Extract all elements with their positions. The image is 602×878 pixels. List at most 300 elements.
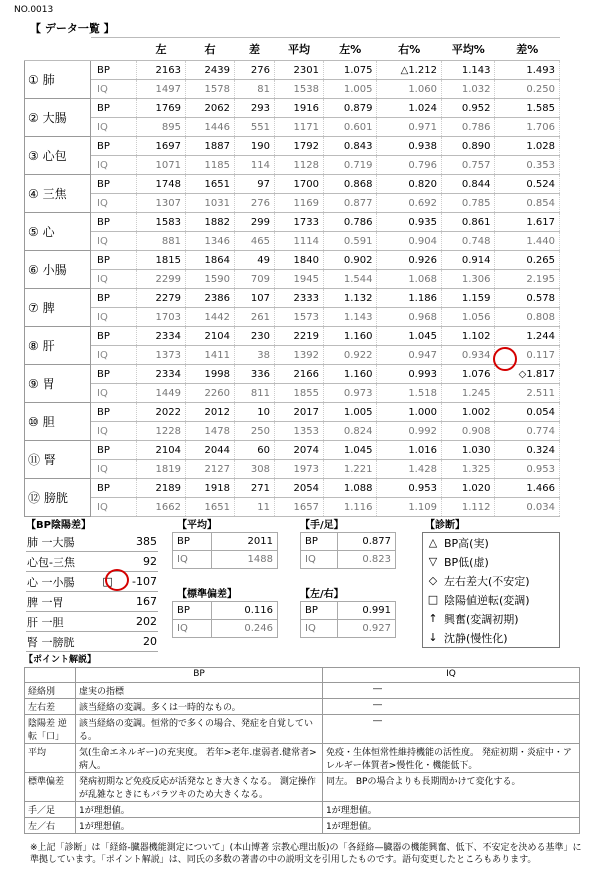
iq-cell: 1657 <box>274 498 323 517</box>
table-row-iq <box>25 270 560 289</box>
iq-cell: 11 <box>235 498 275 517</box>
bp-cell: 1.159 <box>441 289 495 308</box>
bp-cell: 299 <box>235 213 275 232</box>
bp-cell: 2439 <box>186 61 235 80</box>
bp-cell: 1.493 <box>495 61 560 80</box>
bp-cell: 97 <box>235 175 275 194</box>
iq-cell: 1228 <box>137 422 186 441</box>
iq-cell: 1578 <box>186 80 235 99</box>
bp-cell: 2054 <box>274 479 323 498</box>
header-avg-pct: 平均% <box>441 38 495 61</box>
left-right-bp-value: 0.991 <box>338 602 396 620</box>
points-row <box>25 818 580 834</box>
bp-cell: 0.861 <box>441 213 495 232</box>
row-type-bp: BP <box>91 441 137 460</box>
bp-cell: 0.952 <box>441 99 495 118</box>
table-row-bp <box>25 441 560 460</box>
points-iq: 1が理想値。 <box>323 818 580 834</box>
iq-cell: 0.992 <box>377 422 441 441</box>
bp-cell: 2333 <box>274 289 323 308</box>
organ-label: ⑤ 心 <box>25 213 91 251</box>
section-title: 【 データ一覧 】 <box>30 22 115 35</box>
hand-foot-iq-value: 0.823 <box>338 551 396 569</box>
bp-yinyang-value: 92 <box>117 552 158 572</box>
iq-cell: 81 <box>235 80 275 99</box>
diagnosis-row <box>423 533 560 553</box>
table-header-row <box>25 38 560 61</box>
row-type-iq: IQ <box>91 422 137 441</box>
bp-cell: 0.914 <box>441 251 495 270</box>
row-type-bp: BP <box>91 61 137 80</box>
average-title: 【平均】 <box>177 520 217 531</box>
points-header-iq: IQ <box>323 668 580 683</box>
stddev-iq-value: 0.246 <box>212 620 278 638</box>
diagnosis-symbol: ◇ <box>428 574 438 587</box>
iq-cell: 1651 <box>186 498 235 517</box>
row-type-bp: BP <box>91 289 137 308</box>
bp-yinyang-row <box>26 532 158 552</box>
average-iq-label: IQ <box>173 551 212 569</box>
bp-cell: 1864 <box>186 251 235 270</box>
header-avg: 平均 <box>274 38 323 61</box>
iq-cell: 1185 <box>186 156 235 175</box>
bp-yinyang-table <box>26 532 158 652</box>
diagnosis-text: 左右差大(不安定) <box>444 574 530 588</box>
bp-cell: 1.030 <box>441 441 495 460</box>
row-type-iq: IQ <box>91 460 137 479</box>
row-type-iq: IQ <box>91 308 137 327</box>
row-type-bp: BP <box>91 403 137 422</box>
diagnosis-symbol: ↑ <box>428 612 438 625</box>
bp-cell: 0.578 <box>495 289 560 308</box>
organ-label: ⑧ 肝 <box>25 327 91 365</box>
iq-cell: 1114 <box>274 232 323 251</box>
bp-yinyang-value: 385 <box>117 532 158 552</box>
points-iq: ― <box>323 683 580 699</box>
hand-foot-bp-value: 0.877 <box>338 533 396 551</box>
points-label: 左右差 <box>25 699 76 715</box>
bp-yinyang-mark <box>101 592 117 612</box>
iq-cell: 1.518 <box>377 384 441 403</box>
points-label: 経絡別 <box>25 683 76 699</box>
points-iq: 免疫・生体恒常性維持機能の活性度。 発症初期・炎症中・アレルギー体質者>慢性化・機能低下。 <box>323 744 580 773</box>
bp-yinyang-value: 20 <box>117 632 158 652</box>
iq-cell: 1703 <box>137 308 186 327</box>
table-row-iq <box>25 346 560 365</box>
points-row <box>25 744 580 773</box>
points-bp: 該当経絡の変調。多くは一時的なもの。 <box>76 699 323 715</box>
bp-cell: 1.132 <box>323 289 377 308</box>
bp-cell: 1583 <box>137 213 186 232</box>
bp-cell: 2044 <box>186 441 235 460</box>
iq-cell: 1.109 <box>377 498 441 517</box>
bp-cell: 1.005 <box>323 403 377 422</box>
iq-cell: 1590 <box>186 270 235 289</box>
diagnosis-row <box>423 590 560 609</box>
iq-cell: 1.221 <box>323 460 377 479</box>
bp-cell: 1.186 <box>377 289 441 308</box>
header-blank-type <box>91 38 137 61</box>
row-type-bp: BP <box>91 251 137 270</box>
bp-yinyang-title: 【BP陰陽差】 <box>26 520 91 531</box>
data-table <box>24 37 560 517</box>
iq-cell: 895 <box>137 118 186 137</box>
iq-cell: 0.971 <box>377 118 441 137</box>
iq-cell: 1411 <box>186 346 235 365</box>
bp-cell: 1697 <box>137 137 186 156</box>
table-row-iq <box>25 80 560 99</box>
row-type-iq: IQ <box>91 80 137 99</box>
iq-cell: 1.325 <box>441 460 495 479</box>
bp-cell: 1840 <box>274 251 323 270</box>
iq-cell: 1478 <box>186 422 235 441</box>
diagnosis-symbol: □ <box>427 593 439 606</box>
row-type-bp: BP <box>91 175 137 194</box>
stddev-iq-label: IQ <box>173 620 212 638</box>
organ-label: ⑨ 胃 <box>25 365 91 403</box>
iq-cell: 1.440 <box>495 232 560 251</box>
iq-cell: 0.796 <box>377 156 441 175</box>
iq-cell: 1.706 <box>495 118 560 137</box>
iq-cell: 1.112 <box>441 498 495 517</box>
table-row-bp <box>25 479 560 498</box>
diagnosis-row <box>423 571 560 590</box>
bp-cell: 2022 <box>137 403 186 422</box>
row-type-bp: BP <box>91 327 137 346</box>
iq-cell: 1497 <box>137 80 186 99</box>
bp-cell: 0.890 <box>441 137 495 156</box>
bp-yinyang-row <box>26 612 158 632</box>
points-iq: 1が理想値。 <box>323 802 580 818</box>
table-row-iq <box>25 308 560 327</box>
diagnosis-text: 沈静(慢性化) <box>444 631 508 645</box>
iq-cell: 1.005 <box>323 80 377 99</box>
row-type-bp: BP <box>91 99 137 118</box>
points-row <box>25 715 580 744</box>
iq-cell: 881 <box>137 232 186 251</box>
bp-cell: 0.953 <box>377 479 441 498</box>
diagnosis-legend <box>422 532 560 648</box>
points-bp: 発病初期など免疫反応が活発なとき大きくなる。 測定操作が乱雑なときにもバラツキのため大きくなる。 <box>76 773 323 802</box>
iq-cell: 1446 <box>186 118 235 137</box>
iq-cell: 0.808 <box>495 308 560 327</box>
iq-cell: 1945 <box>274 270 323 289</box>
iq-cell: 0.785 <box>441 194 495 213</box>
iq-cell: 0.692 <box>377 194 441 213</box>
iq-cell: 0.591 <box>323 232 377 251</box>
iq-cell: 1346 <box>186 232 235 251</box>
bp-cell: 271 <box>235 479 275 498</box>
bp-cell: 293 <box>235 99 275 118</box>
average-box <box>172 532 278 569</box>
bp-cell: 190 <box>235 137 275 156</box>
bp-yinyang-row <box>26 572 158 592</box>
bp-cell: 2104 <box>186 327 235 346</box>
left-right-bp-label: BP <box>301 602 338 620</box>
table-row-iq <box>25 498 560 517</box>
bp-cell: 0.938 <box>377 137 441 156</box>
row-type-iq: IQ <box>91 498 137 517</box>
bp-cell: 0.879 <box>323 99 377 118</box>
diagnosis-symbol: ↓ <box>428 631 438 644</box>
bp-cell: 2163 <box>137 61 186 80</box>
iq-cell: 1071 <box>137 156 186 175</box>
table-row-bp <box>25 137 560 156</box>
points-bp: 1が理想値。 <box>76 802 323 818</box>
bp-cell: 1.020 <box>441 479 495 498</box>
diagnosis-row <box>423 552 560 571</box>
iq-cell: 0.250 <box>495 80 560 99</box>
bp-cell: 1.466 <box>495 479 560 498</box>
row-type-iq: IQ <box>91 270 137 289</box>
row-type-iq: IQ <box>91 232 137 251</box>
header-right: 右 <box>186 38 235 61</box>
iq-cell: 114 <box>235 156 275 175</box>
bp-cell: 0.993 <box>377 365 441 384</box>
bp-cell: 0.926 <box>377 251 441 270</box>
bp-cell: 2334 <box>137 365 186 384</box>
points-label: 平均 <box>25 744 76 773</box>
iq-cell: 2.511 <box>495 384 560 403</box>
iq-cell: 1449 <box>137 384 186 403</box>
table-row-bp <box>25 403 560 422</box>
row-type-bp: BP <box>91 479 137 498</box>
left-right-title: 【左/右】 <box>300 589 344 600</box>
iq-cell: 1.544 <box>323 270 377 289</box>
iq-cell: 1353 <box>274 422 323 441</box>
table-row-iq <box>25 460 560 479</box>
bp-cell: 2062 <box>186 99 235 118</box>
left-right-box <box>300 601 396 638</box>
diagnosis-text: BP低(虚) <box>444 555 489 569</box>
iq-cell: 1662 <box>137 498 186 517</box>
bp-cell: 0.524 <box>495 175 560 194</box>
bp-yinyang-label: 心 一小腸 <box>26 572 101 592</box>
bp-cell: 2219 <box>274 327 323 346</box>
bp-cell: 1733 <box>274 213 323 232</box>
iq-cell: 1.143 <box>323 308 377 327</box>
iq-cell: 1373 <box>137 346 186 365</box>
bp-cell: 336 <box>235 365 275 384</box>
bp-yinyang-value: 167 <box>117 592 158 612</box>
header-left-pct: 左% <box>323 38 377 61</box>
bp-cell: 1792 <box>274 137 323 156</box>
iq-cell: 1.116 <box>323 498 377 517</box>
header-right-pct: 右% <box>377 38 441 61</box>
bp-yinyang-label: 肝 一胆 <box>26 612 101 632</box>
bp-cell: 2301 <box>274 61 323 80</box>
iq-cell: 1.068 <box>377 270 441 289</box>
highlight-circle-stomach <box>493 347 517 371</box>
hand-foot-title: 【手/足】 <box>300 520 344 531</box>
bp-yinyang-value: -107 <box>117 572 158 592</box>
table-row-bp <box>25 251 560 270</box>
iq-cell: 811 <box>235 384 275 403</box>
table-row-iq <box>25 422 560 441</box>
table-row-bp <box>25 175 560 194</box>
organ-label: ④ 三焦 <box>25 175 91 213</box>
row-type-iq: IQ <box>91 384 137 403</box>
document-number: NO.0013 <box>14 5 54 15</box>
diagnosis-row <box>423 628 560 648</box>
row-type-bp: BP <box>91 365 137 384</box>
bp-cell: 1.102 <box>441 327 495 346</box>
iq-cell: 0.908 <box>441 422 495 441</box>
bp-cell: 2334 <box>137 327 186 346</box>
iq-cell: 276 <box>235 194 275 213</box>
bp-cell: 2074 <box>274 441 323 460</box>
diagnosis-symbol: ▽ <box>428 555 438 568</box>
hand-foot-iq-label: IQ <box>301 551 338 569</box>
organ-label: ① 肺 <box>25 61 91 99</box>
iq-cell: 1171 <box>274 118 323 137</box>
bp-cell: 1.076 <box>441 365 495 384</box>
bp-cell: 1.024 <box>377 99 441 118</box>
iq-cell: 1.245 <box>441 384 495 403</box>
organ-label: ⑫ 膀胱 <box>25 479 91 517</box>
diagnosis-title: 【診断】 <box>425 520 465 531</box>
iq-cell: 1128 <box>274 156 323 175</box>
iq-cell: 0.601 <box>323 118 377 137</box>
bp-cell: 2166 <box>274 365 323 384</box>
bp-cell: 1.028 <box>495 137 560 156</box>
highlight-circle-heart <box>105 569 129 591</box>
bp-cell: 0.265 <box>495 251 560 270</box>
points-row <box>25 773 580 802</box>
bp-cell: 0.054 <box>495 403 560 422</box>
iq-cell: 465 <box>235 232 275 251</box>
organ-label: ③ 心包 <box>25 137 91 175</box>
bp-yinyang-row <box>26 632 158 652</box>
iq-cell: 0.774 <box>495 422 560 441</box>
iq-cell: 0.353 <box>495 156 560 175</box>
iq-cell: 1819 <box>137 460 186 479</box>
points-iq: ― <box>323 715 580 744</box>
iq-cell: 551 <box>235 118 275 137</box>
organ-label: ⑥ 小腸 <box>25 251 91 289</box>
iq-cell: 1.060 <box>377 80 441 99</box>
iq-cell: 709 <box>235 270 275 289</box>
table-row-bp <box>25 99 560 118</box>
iq-cell: 0.786 <box>441 118 495 137</box>
diagnosis-symbol: △ <box>428 536 438 549</box>
table-row-bp <box>25 365 560 384</box>
row-type-iq: IQ <box>91 346 137 365</box>
row-type-iq: IQ <box>91 156 137 175</box>
iq-cell: 1442 <box>186 308 235 327</box>
bp-cell: 276 <box>235 61 275 80</box>
header-diff: 差 <box>235 38 275 61</box>
table-row-iq <box>25 384 560 403</box>
stddev-bp-label: BP <box>173 602 212 620</box>
bp-cell: 1.045 <box>377 327 441 346</box>
bp-cell: 1918 <box>186 479 235 498</box>
iq-cell: 1973 <box>274 460 323 479</box>
footnote: ※上記「診断」は「経絡-臓器機能測定について」(本山博著 宗教心理出版)の「各経絡—臓器の機能興奮、低下、不安定を決める基準」に準拠しています。「ポイント解説」は、同氏の多数の著書の中の説明文を引用したものです。語句変更したところもあります。 <box>30 843 582 865</box>
bp-cell: 1.075 <box>323 61 377 80</box>
bp-cell: 1.016 <box>377 441 441 460</box>
organ-label: ⑩ 胆 <box>25 403 91 441</box>
diagnosis-text: 陰陽値逆転(変調) <box>444 593 530 607</box>
iq-cell: 308 <box>235 460 275 479</box>
iq-cell: 2260 <box>186 384 235 403</box>
iq-cell: 0.854 <box>495 194 560 213</box>
iq-cell: 2299 <box>137 270 186 289</box>
points-header-bp: BP <box>76 668 323 683</box>
bp-yinyang-mark <box>101 612 117 632</box>
bp-cell: 1.000 <box>377 403 441 422</box>
row-type-iq: IQ <box>91 118 137 137</box>
table-row-bp <box>25 213 560 232</box>
iq-cell: 1169 <box>274 194 323 213</box>
iq-cell: 0.968 <box>377 308 441 327</box>
bp-yinyang-value: 202 <box>117 612 158 632</box>
diagnosis-row <box>423 609 560 628</box>
row-type-bp: BP <box>91 213 137 232</box>
iq-cell: 0.034 <box>495 498 560 517</box>
points-label: 手／足 <box>25 802 76 818</box>
hand-foot-box <box>300 532 396 569</box>
bp-cell: 107 <box>235 289 275 308</box>
bp-cell: 1.160 <box>323 365 377 384</box>
points-row <box>25 699 580 715</box>
bp-cell: ◇1.817 <box>495 365 560 384</box>
table-row-iq <box>25 194 560 213</box>
bp-cell: 2104 <box>137 441 186 460</box>
diagnosis-text: BP高(実) <box>444 536 489 550</box>
table-row-iq <box>25 156 560 175</box>
bp-cell: 1916 <box>274 99 323 118</box>
iq-cell: 0.934 <box>441 346 495 365</box>
average-bp-label: BP <box>173 533 212 551</box>
points-label: 陰陽差 逆転「口」 <box>25 715 76 744</box>
bp-cell: 0.935 <box>377 213 441 232</box>
diagnosis-text: 興奮(変調初期) <box>444 612 519 626</box>
bp-cell: 0.902 <box>323 251 377 270</box>
iq-cell: 0.904 <box>377 232 441 251</box>
bp-cell: 2279 <box>137 289 186 308</box>
points-bp: 該当経絡の変調。恒常的で多くの場合、発症を自覚している。 <box>76 715 323 744</box>
points-row <box>25 683 580 699</box>
points-iq: ― <box>323 699 580 715</box>
table-row-bp <box>25 289 560 308</box>
iq-cell: 0.757 <box>441 156 495 175</box>
points-bp: 1が理想値。 <box>76 818 323 834</box>
bp-cell: 1700 <box>274 175 323 194</box>
bp-cell: 1.244 <box>495 327 560 346</box>
table-row-iq <box>25 118 560 137</box>
organ-label: ② 大腸 <box>25 99 91 137</box>
organ-label: ⑪ 腎 <box>25 441 91 479</box>
table-row-bp <box>25 61 560 80</box>
iq-cell: 0.877 <box>323 194 377 213</box>
iq-cell: 1.306 <box>441 270 495 289</box>
bp-cell: 2017 <box>274 403 323 422</box>
iq-cell: 0.947 <box>377 346 441 365</box>
bp-cell: 1.617 <box>495 213 560 232</box>
points-table <box>24 667 580 834</box>
organ-label: ⑦ 脾 <box>25 289 91 327</box>
bp-cell: 0.820 <box>377 175 441 194</box>
iq-cell: 1855 <box>274 384 323 403</box>
iq-cell: 0.922 <box>323 346 377 365</box>
points-iq: 同左。 BPの場合よりも長期間かけて変化する。 <box>323 773 580 802</box>
iq-cell: 1573 <box>274 308 323 327</box>
average-iq-value: 1488 <box>212 551 278 569</box>
bp-cell: 1651 <box>186 175 235 194</box>
bp-cell: 1748 <box>137 175 186 194</box>
bp-cell: 1.045 <box>323 441 377 460</box>
